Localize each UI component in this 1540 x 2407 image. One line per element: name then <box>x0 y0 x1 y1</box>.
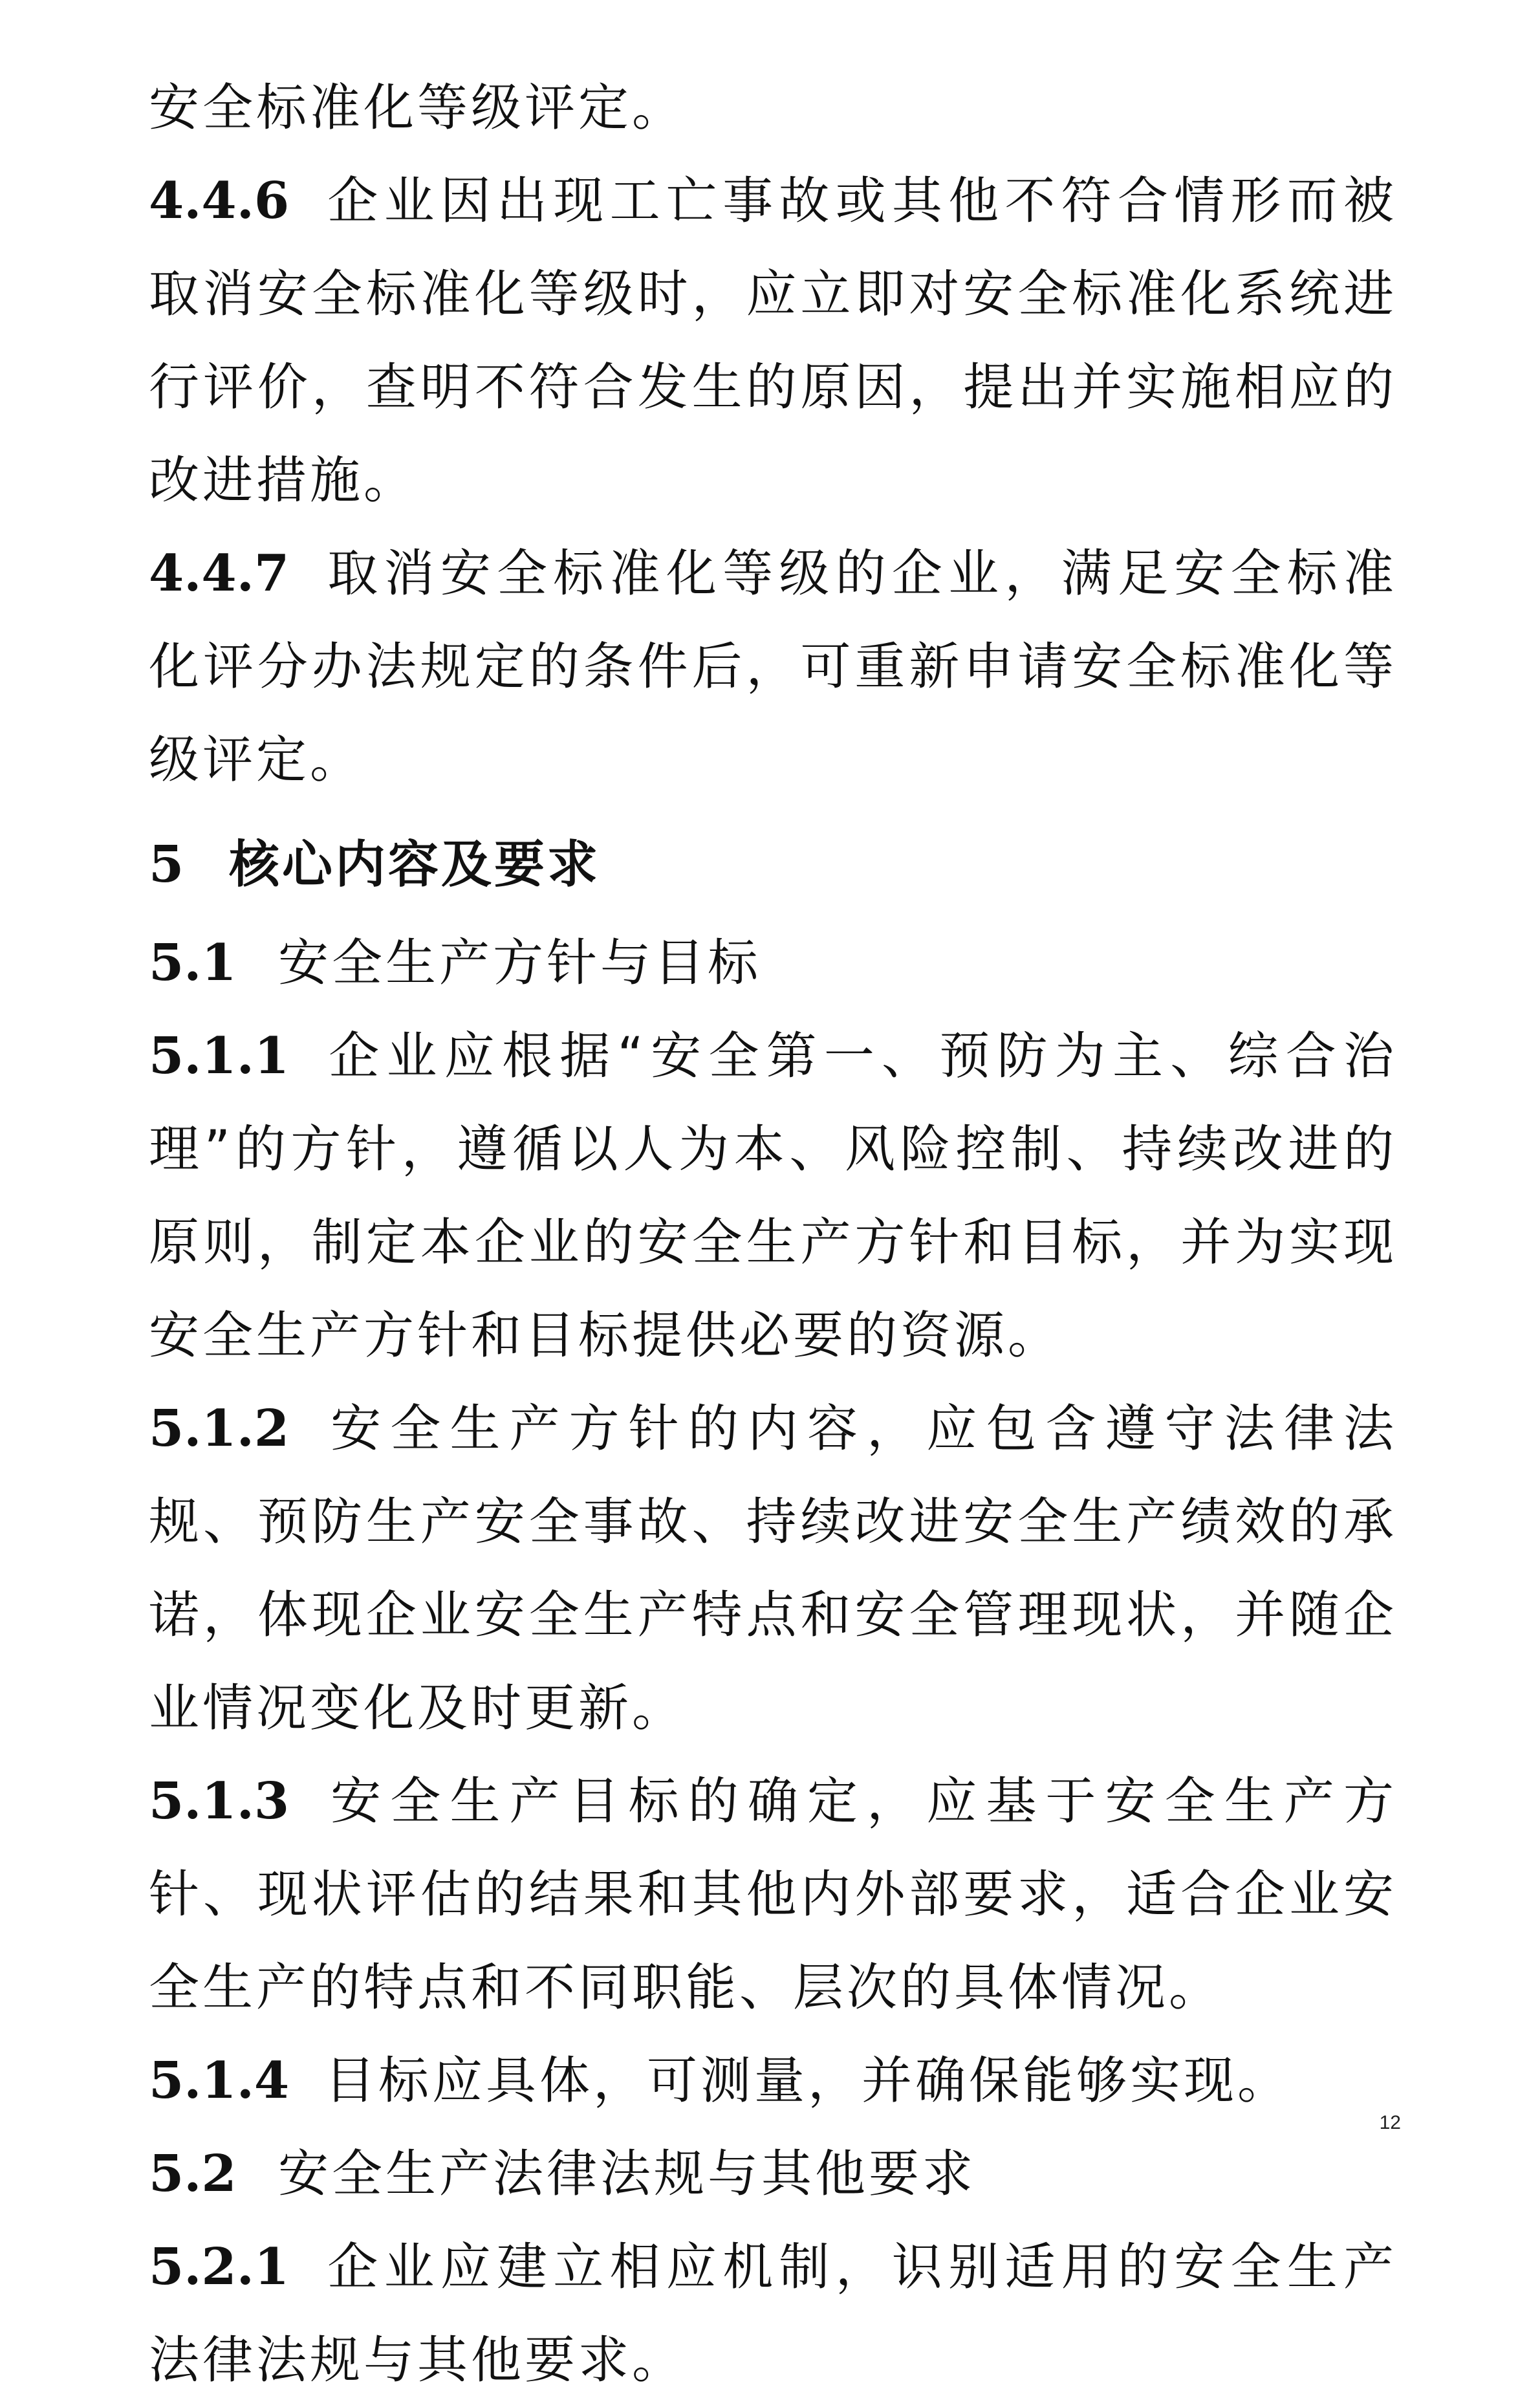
clause-number: 5.1.3 <box>149 1772 290 1831</box>
clause-text: 安全生产方针的内容，应包含遵守法律法规、预防生产安全事故、持续改进安全生产绩效的承诺，体现企业安全生产特点和安全管理现状，并随企业情况变化及时更新。 <box>149 1400 1397 1737</box>
clause-5-1-2 <box>149 1382 1397 1755</box>
section-heading-5-1 <box>149 917 1397 1010</box>
clause-number: 5.2.1 <box>149 2238 290 2296</box>
clause-text: 安全生产目标的确定，应基于安全生产方针、现状评估的结果和其他内外部要求，适合企业安全生产的特点和不同职能、层次的具体情况。 <box>149 1772 1397 2017</box>
clause-number: 5.1.4 <box>149 2051 290 2110</box>
chapter-heading-5 <box>149 813 1397 917</box>
clause-5-2-1 <box>149 2221 1397 2407</box>
chapter-title: 核心内容及要求 <box>229 836 601 894</box>
document-body <box>149 61 1397 2407</box>
clause-number: 5.1.1 <box>149 1027 290 1085</box>
clause-text: 目标应具体，可测量，并确保能够实现。 <box>325 2052 1292 2110</box>
clause-number: 4.4.6 <box>149 171 290 230</box>
paragraph-text: 安全标准化等级评定。 <box>149 79 686 137</box>
clause-text: 取消安全标准化等级的企业，满足安全标准化评分办法规定的条件后，可重新申请安全标准化等级评定。 <box>149 545 1397 789</box>
clause-5-1-4 <box>149 2034 1397 2128</box>
paragraph-continuation <box>149 61 1397 155</box>
clause-text: 企业应建立相应机制，识别适用的安全生产法律法规与其他要求。 <box>149 2238 1397 2390</box>
section-title: 安全生产法律法规与其他要求 <box>278 2145 977 2203</box>
clause-5-1-1 <box>149 1010 1397 1382</box>
clause-number: 5.1.2 <box>149 1399 290 1458</box>
section-heading-5-2 <box>149 2128 1397 2221</box>
clause-4-4-7 <box>149 527 1397 807</box>
page-number: 12 <box>1379 2112 1401 2133</box>
clause-5-1-3 <box>149 1755 1397 2034</box>
clause-text: 企业因出现工亡事故或其他不符合情形而被取消安全标准化等级时，应立即对安全标准化系统进行评价，查明不符合发生的原因，提出并实施相应的改进措施。 <box>149 172 1397 510</box>
clause-text: 企业应根据“安全第一、预防为主、综合治理”的方针，遵循以人为本、风险控制、持续改进的原则，制定本企业的安全生产方针和目标，并为实现安全生产方针和目标提供必要的资源。 <box>149 1027 1397 1365</box>
clause-number: 4.4.7 <box>149 544 290 603</box>
section-number: 5.2 <box>149 2144 237 2203</box>
clause-4-4-6 <box>149 155 1397 527</box>
chapter-number: 5 <box>149 835 184 894</box>
section-number: 5.1 <box>149 933 237 992</box>
section-title: 安全生产方针与目标 <box>278 934 762 992</box>
